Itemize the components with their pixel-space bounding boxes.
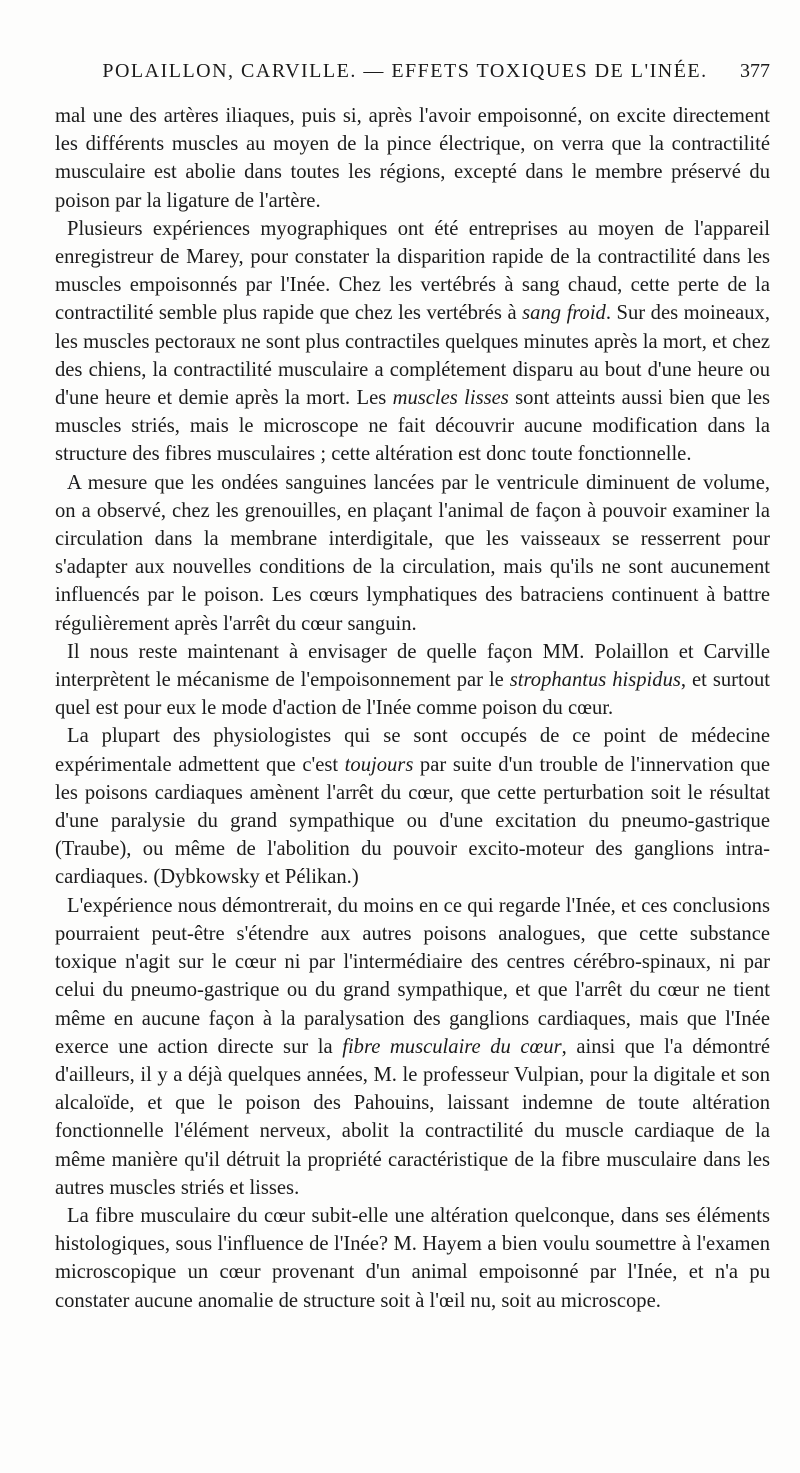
paragraph — [55, 722, 770, 891]
italic-run: toujours — [344, 753, 414, 776]
italic-run: muscles lisses — [392, 387, 509, 410]
page-number: 377 — [740, 60, 770, 82]
text-run: Il nous reste maintenant à envisager de quelle façon MM. Polaillon et Carville interprètent le mécanisme de l'empoisonnement par le — [55, 640, 770, 692]
page-header — [80, 60, 770, 100]
running-head: POLAILLON, CARVILLE. — EFFETS TOXIQUES DE L'INÉE. — [102, 60, 708, 82]
paragraph — [55, 469, 770, 638]
paragraph — [55, 638, 770, 723]
text-run: par suite d'un trouble de l'innervation que les poisons cardiaques amènent l'arrêt du cœur, que cette perturbation soit le résultat d'une paralysie du grand sympathique ou d'une excitation du pneumo-gastrique (Traube), ou même de l'abolition du pouvoir excito-moteur des ganglions intra-cardiaques. (Dybkowsky et Pélikan.) — [55, 753, 771, 889]
text-run: Plusieurs expériences myographiques ont été entreprises au moyen de l'appareil enregistreur de Marey, pour constater la disparition rapide de la contractilité dans les muscles empoisonnés par l'Inée. Chez les vertébrés à sang chaud, cette perte de la contractilité semble plus rapide que chez les vertébrés à — [55, 217, 770, 325]
italic-run: strophantus hispidus — [509, 669, 681, 692]
text-run: . Sur des moineaux, les muscles pectoraux ne sont plus contractiles quelques minutes après la mort, et chez des chiens, la contractilité musculaire a complétement disparu au bout d'une heure ou d'une heure et demie après la mort. Les — [55, 302, 771, 410]
text-run: sont atteints aussi bien que les muscles striés, mais le microscope ne fait découvrir aucune modification dans la structure des fibres musculaires ; cette altération est donc toute fonctionnelle. — [55, 387, 770, 466]
paragraph — [55, 892, 770, 1202]
text-run: La fibre musculaire du cœur subit-elle une altération quelconque, dans ses éléments histologiques, sous l'influence de l'Inée? M. Hayem a bien voulu soumettre à l'examen microscopique un cœur provenant d'un animal empoisonné par l'Inée, et n'a pu constater aucune anomalie de structure soit à l'œil nu, soit au microscope. — [55, 1204, 770, 1312]
text-run: , ainsi que l'a démontré d'ailleurs, il y a déjà quelques années, M. le professeur Vulpian, pour la digitale et son alcaloïde, et que le poison des Pahouins, laissant indemne de toute altération fonctionnelle l'élément nerveux, abolit la contractilité du muscle cardiaque de la même manière qu'il détruit la propriété caractéristique de la fibre musculaire dans les autres muscles striés et lisses. — [55, 1035, 771, 1199]
italic-run: fibre musculaire du cœur — [342, 1035, 562, 1058]
paragraph — [55, 102, 770, 215]
text-run: , et surtout quel est pour eux le mode d'action de l'Inée comme poison du cœur. — [55, 669, 771, 720]
body-text — [55, 102, 770, 1315]
paragraph — [55, 215, 770, 469]
text-run: La plupart des physiologistes qui se sont occupés de ce point de médecine expérimentale admettent que c'est — [55, 725, 770, 776]
italic-run: sang froid — [522, 302, 606, 325]
paragraph — [55, 1202, 770, 1315]
text-run: L'expérience nous démontrerait, du moins en ce qui regarde l'Inée, et ces conclusions pourraient peut-être s'étendre aux autres poisons analogues, que cette substance toxique n'agit sur le cœur ni par l'intermédiaire des centres cérébro-spinaux, ni par celui du pneumo-gastrique ou du grand sympathique, et que l'arrêt du cœur ne tient même en aucune façon à la paralysation des ganglions cardiaques, mais que l'Inée exerce une action directe sur la — [55, 894, 770, 1058]
text-run: A mesure que les ondées sanguines lancées par le ventricule diminuent de volume, on a observé, chez les grenouilles, en plaçant l'animal de façon à pouvoir examiner la circulation dans la membrane interdigitale, que les vaisseaux se resserrent pour s'adapter aux nouvelles conditions de la circulation, mais qu'ils ne sont aucunement influencés par le poison. Les cœurs lymphatiques des batraciens continuent à battre régulièrement après l'arrêt du cœur sanguin. — [55, 471, 770, 635]
text-run: mal une des artères iliaques, puis si, après l'avoir empoisonné, on excite directement les différents muscles au moyen de la pince électrique, on verra que la contractilité musculaire est abolie dans toutes les régions, excepté dans le membre préservé du poison par la ligature de l'artère. — [55, 105, 770, 212]
